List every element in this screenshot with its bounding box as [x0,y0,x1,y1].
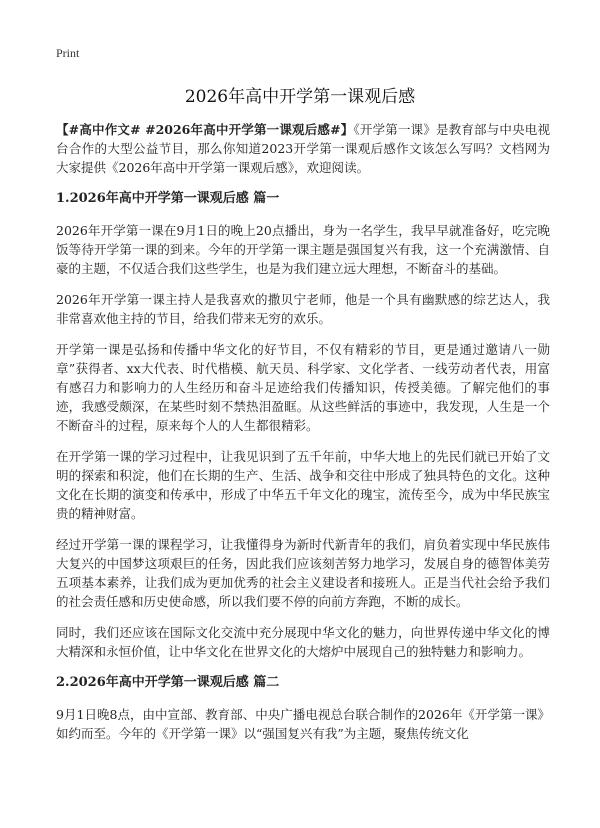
article-body [56,120,550,755]
paragraph: 在开学第一课的学习过程中，让我见识到了五千年前，中华大地上的先民们就已开始了文明的探索和积淀，他们在长期的生产、生活、战争和交往中形成了独具特色的文化。这种文化在长期的演变和传承中，形成了中华五千年文化的瑰宝，流传至今，成为中华民族宝贵的精神财富。 [56,449,550,521]
paragraph: 同时，我们还应该在国际文化交流中充分展现中华文化的魅力，向世界传递中华文化的博大精深和永恒价值，让中华文化在世界文化的大熔炉中展现自己的独特魅力和影响力。 [56,625,550,659]
print-link[interactable]: Print [56,46,80,60]
intro-text: 《开学第一课》是教育部与中央电视台合作的大型公益节目，那么你知道2023开学第一课观后感作文该怎么写吗？文档网为大家提供《2026年高中开学第一课观后感》，欢迎阅读。 [56,122,550,175]
page-title: 2026年高中开学第一课观后感 [184,87,416,107]
intro-tags: 【#高中作文# #2026年高中开学第一课观后感#】 [56,122,354,137]
section-heading-2: 2.2026年高中开学第一课观后感 篇二 [56,675,280,690]
paragraph: 2026年开学第一课在9月1日的晚上20点播出，身为一名学生，我早早就准备好，吃完晚饭等待开学第一课的到来。今年的开学第一课主题是强国复兴有我，这一个充满激情、自豪的主题，不仅适合我们这些学生，也是为我们建立远大理想，不断奋斗的基础。 [56,223,550,276]
paragraph: 开学第一课是弘扬和传播中华文化的好节目，不仅有精彩的节目，更是通过邀请八一勋章”获得者、xx大代表、时代楷模、航天员、科学家、文化学者、一线劳动者代表，用富有感召力和影响力的人生经历和奋斗足迹给我们传播知识，传授美德。了解完他们的事迹，我感受颇深，在某些时刻不禁热泪盈眶。从这些鲜活的事迹中，我发现，人生是一个不断奋斗的过程，原来每个人的人生都很精彩。 [56,342,550,433]
intro-paragraph [56,120,550,177]
paragraph: 经过开学第一课的课程学习，让我懂得身为新时代新青年的我们，肩负着实现中华民族伟大复兴的中国梦这项艰巨的任务，因此我们应该刻苦努力地学习，发展自身的德智体美劳五项基本素养，让我们成为更加优秀的社会主义建设者和接班人。正是当代社会给予我们的社会责任感和历史使命感，所以我们要不停的向前方奔跑，不断的成长。 [56,537,550,609]
paragraph: 2026年开学第一课主持人是我喜欢的撒贝宁老师，他是一个具有幽默感的综艺达人，我非常喜欢他主持的节目，给我们带来无穷的欢乐。 [56,292,550,326]
paragraph: 9月1日晚8点，由中宣部、教育部、中央广播电视总台联合制作的2026年《开学第一课》如约而至。今年的《开学第一课》以“强国复兴有我”为主题，聚焦传统文化 [56,707,550,741]
section-heading-1: 1.2026年高中开学第一课观后感 篇一 [56,191,280,206]
